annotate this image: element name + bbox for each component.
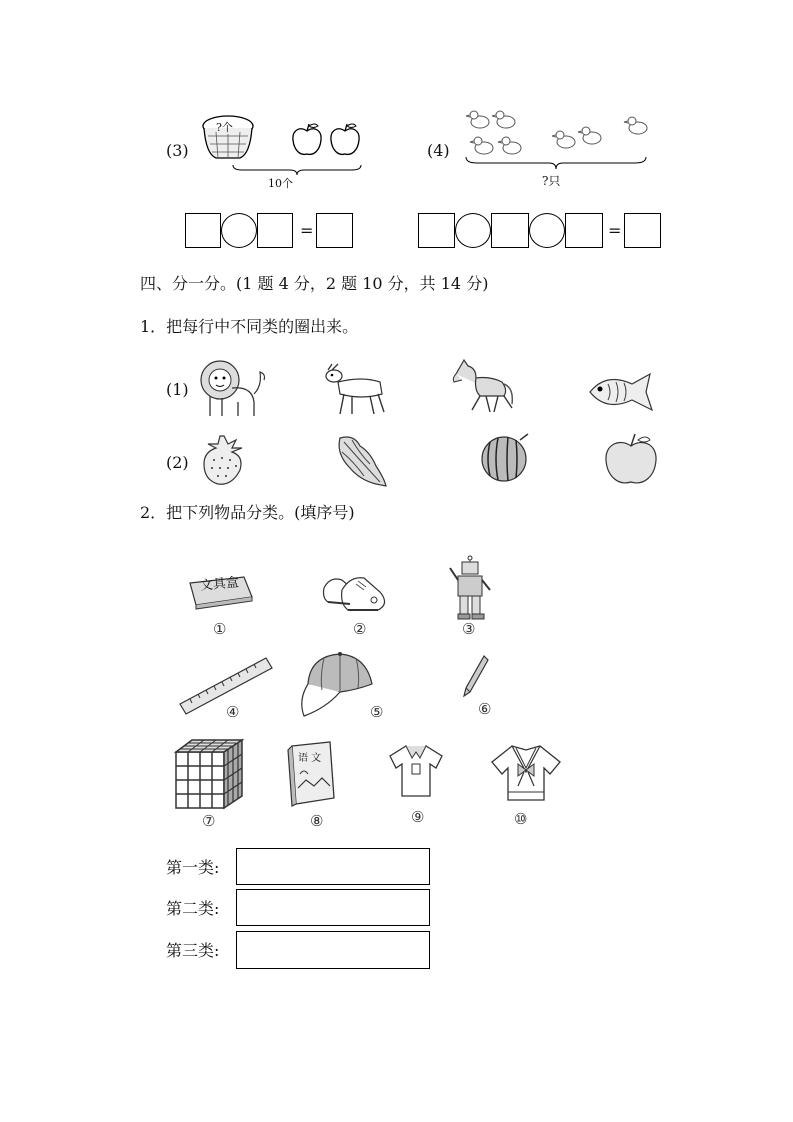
item-number: ⑨ xyxy=(411,808,425,826)
apple-icon[interactable] xyxy=(602,432,660,488)
item-number: ① xyxy=(213,620,227,638)
item-number: ⑧ xyxy=(310,812,324,830)
row-1-label: (1) xyxy=(166,380,189,399)
answer-box[interactable] xyxy=(418,213,455,248)
brace-bottom-icon xyxy=(465,156,647,170)
answer-box[interactable] xyxy=(624,213,661,248)
brace-total-text: 10个 xyxy=(268,177,293,190)
basket-question: ?个 xyxy=(216,121,233,134)
cabbage-icon[interactable] xyxy=(330,432,390,488)
problem-3-label: (3) xyxy=(166,141,189,160)
item-number: ③ xyxy=(462,620,476,638)
fish-icon[interactable] xyxy=(586,370,656,414)
category-label: 第一类: xyxy=(166,858,220,877)
book-icon[interactable] xyxy=(286,740,338,806)
category-answer-box[interactable] xyxy=(236,848,430,885)
rubiks-cube-icon[interactable] xyxy=(174,738,244,810)
pencil-icon[interactable] xyxy=(462,654,490,698)
section-heading: 四、分一分。(1 题 4 分，2 题 10 分，共 14 分) xyxy=(140,274,489,293)
category-label: 第三类: xyxy=(166,941,220,960)
operator-circle[interactable] xyxy=(529,213,565,248)
item-number: ⑥ xyxy=(478,700,492,718)
brace-total-text: ?只 xyxy=(542,174,561,188)
answer-box[interactable] xyxy=(565,213,603,248)
sailor-shirt-icon[interactable] xyxy=(490,742,562,804)
pencil-box-text: 文具盒 xyxy=(199,575,240,594)
question-1-text: 1．把每行中不同类的圈出来。 xyxy=(140,317,359,336)
item-number: ⑦ xyxy=(202,812,216,830)
item-number: ⑤ xyxy=(370,703,384,721)
problem-4-label: (4) xyxy=(427,141,450,160)
operator-circle[interactable] xyxy=(455,213,491,248)
answer-box[interactable] xyxy=(185,213,221,248)
apple-icon xyxy=(328,122,362,158)
shirt-icon[interactable] xyxy=(388,742,444,798)
operator-circle[interactable] xyxy=(221,213,257,248)
horse-icon[interactable] xyxy=(446,356,516,416)
item-number: ② xyxy=(353,620,367,638)
goat-icon[interactable] xyxy=(322,362,390,418)
strawberry-icon[interactable] xyxy=(198,432,252,488)
equals-sign: = xyxy=(608,221,622,240)
apple-icon xyxy=(290,122,324,158)
book-title: 语 文 xyxy=(298,753,322,764)
equals-sign: = xyxy=(300,221,314,240)
ruler-icon[interactable] xyxy=(176,656,274,718)
robot-icon[interactable] xyxy=(448,556,496,620)
answer-box[interactable] xyxy=(316,213,353,248)
row-2-label: (2) xyxy=(166,453,189,472)
lion-icon[interactable] xyxy=(196,358,268,420)
category-label: 第二类: xyxy=(166,899,220,918)
category-answer-box[interactable] xyxy=(236,889,430,926)
item-number: ④ xyxy=(226,703,240,721)
cap-icon[interactable] xyxy=(300,650,376,720)
basket-icon xyxy=(200,112,256,162)
category-answer-box[interactable] xyxy=(236,931,430,969)
brace-bottom-icon xyxy=(232,164,362,176)
question-2-text: 2．把下列物品分类。(填序号) xyxy=(140,503,355,522)
item-number: ⑩ xyxy=(514,810,528,828)
answer-box[interactable] xyxy=(491,213,529,248)
ducks-icon xyxy=(466,108,656,160)
answer-box[interactable] xyxy=(257,213,293,248)
watermelon-icon[interactable] xyxy=(478,430,534,484)
sneakers-icon[interactable] xyxy=(320,568,392,614)
